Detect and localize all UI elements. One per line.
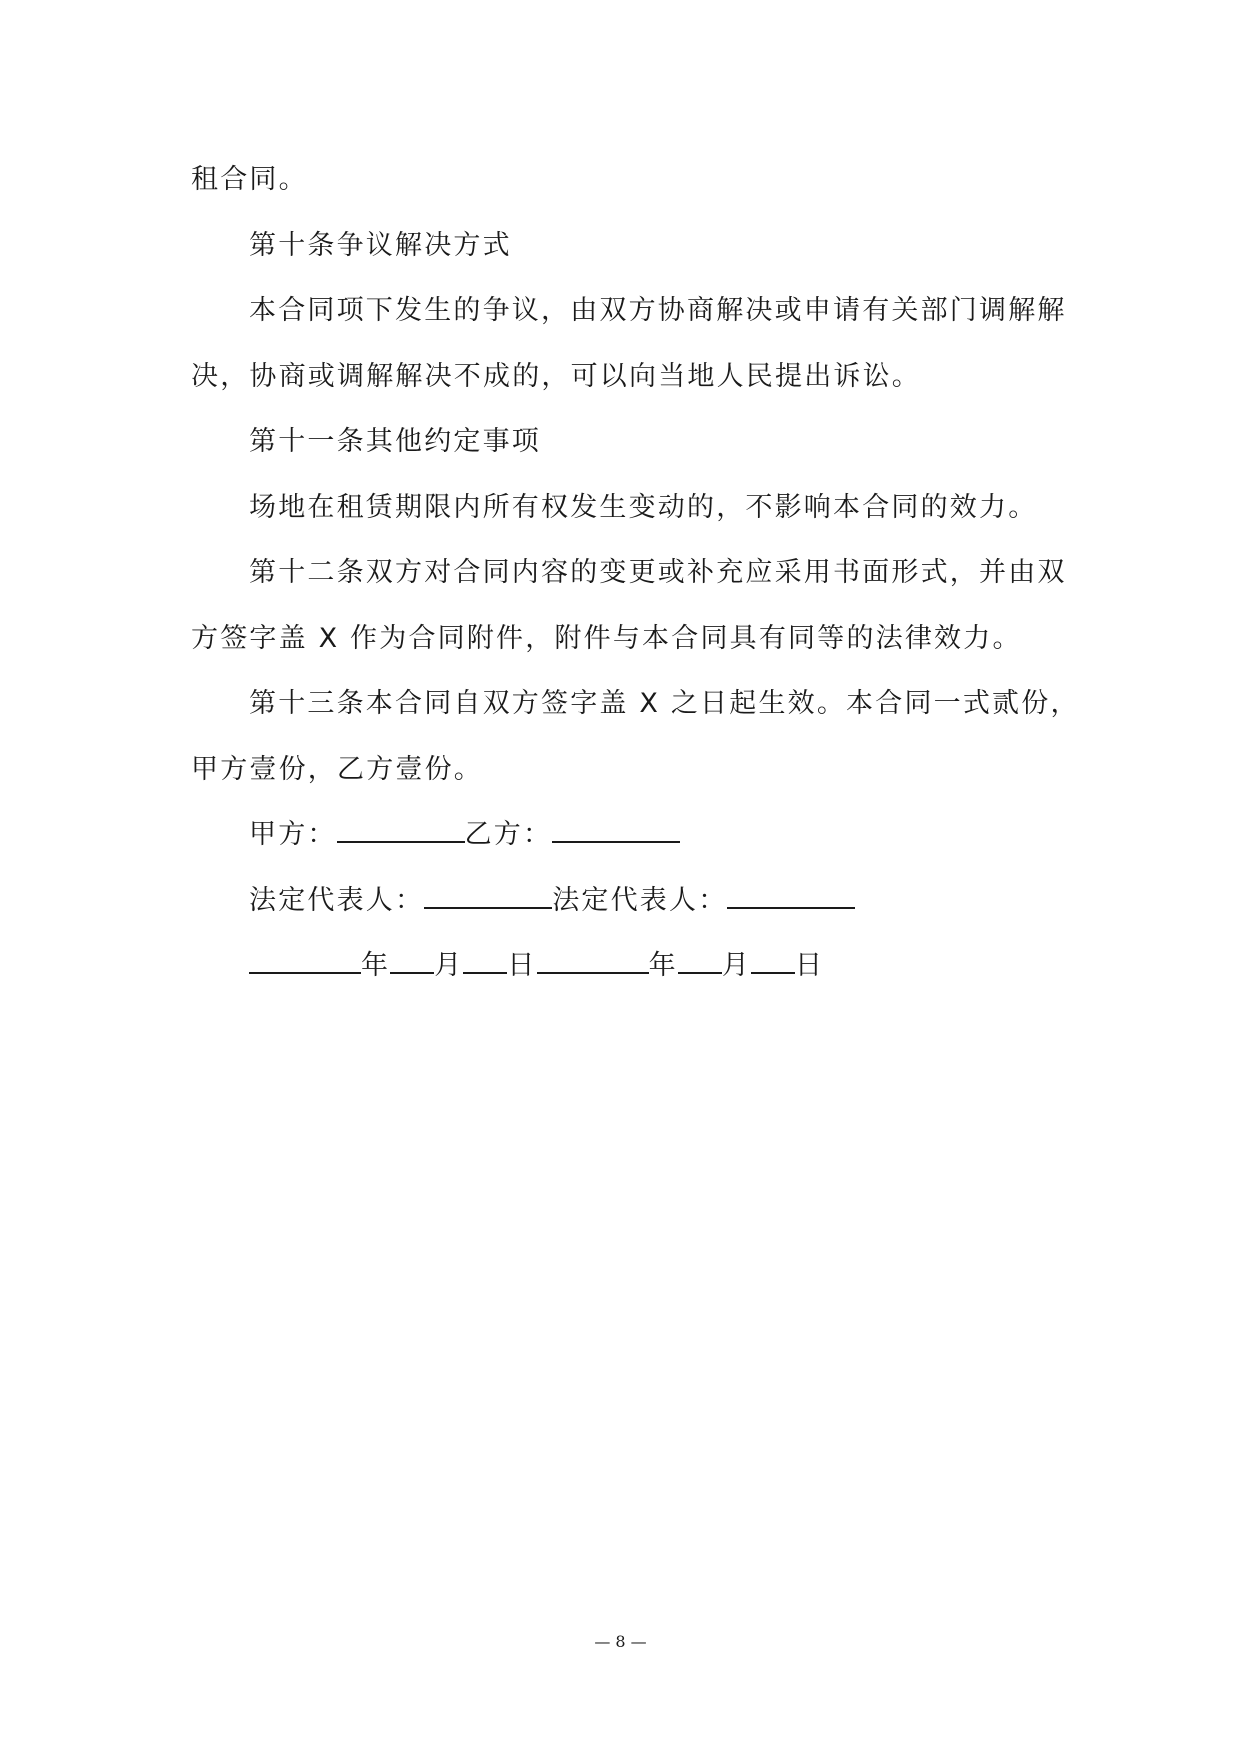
- date-b-year-label: 年: [648, 950, 678, 981]
- party-b-label: 乙方：: [464, 819, 553, 850]
- article-12-text-line-1: 第十二条双方对合同内容的变更或补充应采用书面形式，并由双: [249, 557, 1067, 588]
- article-13-text-line-1: 第十三条本合同自双方签字盖 X 之日起生效。本合同一式贰份，: [249, 688, 1080, 719]
- date-b-month-label: 月: [721, 950, 752, 981]
- article-10-heading: 第十条争议解决方式: [249, 229, 512, 261]
- date-a-year-label: 年: [361, 950, 391, 981]
- article-11-text: 场地在租赁期限内所有权发生变动的，不影响本合同的效力。: [249, 491, 1038, 523]
- date-a-day-label: 日: [507, 950, 537, 981]
- date-b-year-blank: [537, 948, 649, 974]
- party-signature-line: [191, 815, 1071, 855]
- rep-b-label: 法定代表人：: [552, 884, 728, 916]
- article-10-text-line-1: 本合同项下发生的争议，由双方协商解决或申请有关部门调解解: [249, 295, 1067, 326]
- article-11-heading: 第十一条其他约定事项: [249, 426, 541, 457]
- date-a-month-label: 月: [434, 950, 464, 981]
- date-a-day-blank: [463, 948, 507, 974]
- date-b-day-blank: [751, 948, 795, 974]
- rep-a-blank: [424, 883, 552, 909]
- rep-a-label: 法定代表人：: [249, 884, 425, 916]
- rep-b-blank: [727, 883, 855, 909]
- article-13-text-line-2: 甲方壹份，乙方壹份。: [191, 753, 483, 785]
- page-number: — 8 —: [594, 1632, 647, 1651]
- date-line: [191, 946, 1071, 986]
- date-a-month-blank: [390, 948, 434, 974]
- date-b-month-blank: [678, 948, 722, 974]
- article-12-text-line-2: 方签字盖 X 作为合同附件，附件与本合同具有同等的法律效力。: [191, 622, 1022, 654]
- party-b-blank: [552, 817, 680, 843]
- party-a-blank: [337, 817, 465, 843]
- representative-signature-line: [191, 881, 1071, 921]
- article-10-text-line-2: 决，协商或调解解决不成的，可以向当地人民提出诉讼。: [191, 360, 921, 392]
- paragraph-continuation: 租合同。: [191, 164, 308, 195]
- date-b-day-label: 日: [795, 950, 825, 981]
- party-a-label: 甲方：: [249, 819, 337, 850]
- document-body: [191, 160, 1080, 1012]
- date-a-year-blank: [249, 948, 361, 974]
